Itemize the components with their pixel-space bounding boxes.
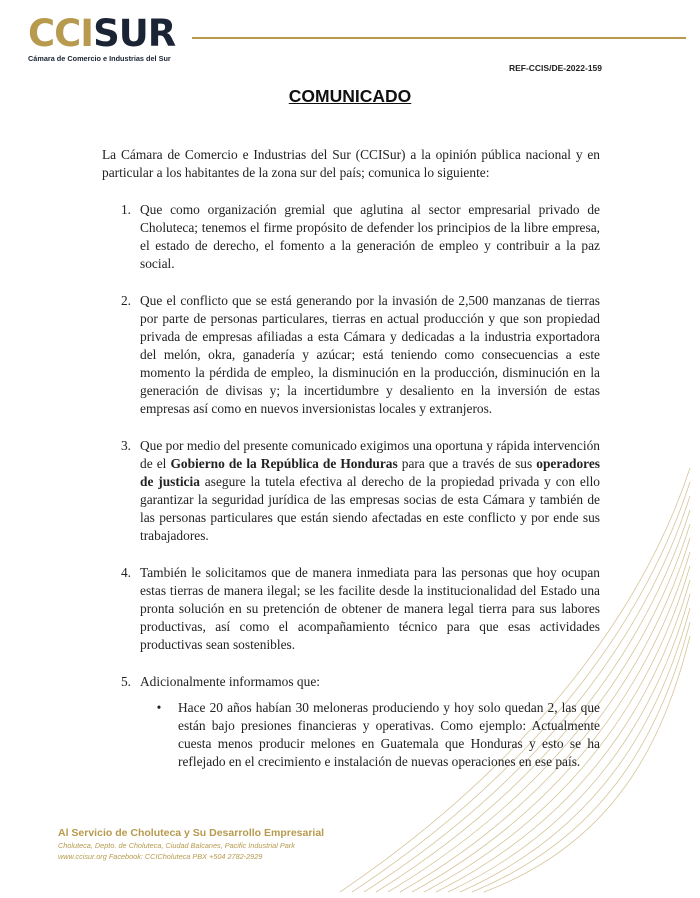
item-text: Que como organización gremial que aglutina al sector empresarial privado de Choluteca; tenemos el firme propósito de defender los principios de la libre empresa, el estado de derecho, el fomento a la generación de empleo y contribuir a la paz social. [140,202,600,271]
header-divider [192,37,686,39]
footer-address: Choluteca, Depto. de Choluteca, Ciudad Balcanes, Pacific Industrial Park [58,841,295,850]
item-number: 1. [120,202,131,217]
footer-slogan: Al Servicio de Choluteca y Su Desarrollo Empresarial [58,827,325,839]
item-number: 4. [120,565,131,580]
item-text: Adicionalmente informamos que: [140,674,320,689]
list-item [102,564,600,654]
logo-subtitle: Cámara de Comercio e Industrias del Sur [28,54,171,63]
item-content [140,673,600,771]
item-text: También le solicitamos que de manera inmediata para las personas que hoy ocupan estas tierras de manera ilegal; se les facilite desde la institucionalidad del Estado una pronta solución en su pretención de obtener de manera legal tierra para sus labores productivas, así como el acompañamiento técnico para que esas actividades productivas sean sostenibles. [140,565,600,652]
bullet-text: Hace 20 años habían 30 meloneras produciendo y hoy solo quedan 2, las que están bajo presiones financieras y operativas. Como ejemplo: Actualmente cuesta menos producir melones en Guatemala que Honduras y esto se ha reflejado en el crecimiento e instalación de nuevas operaciones en ese país. [178,700,600,769]
bullet-list [140,699,600,771]
footer-contact: www.ccisur.org Facebook: CCICholuteca PBX +504 2782-2929 [58,852,263,861]
item-text-part: Que por medio del presente comunicado exigimos una oportuna y rápida intervención de el [140,438,600,471]
item-text-part: asegure la tutela efectiva al derecho de la propiedad privada y con ello garantizar la seguridad jurídica de las empresas socias de esta Cámara y también de las personas particulares que están siendo afectadas en este conflicto y por ende sus trabajadores. [140,474,600,543]
document-body [102,146,600,790]
list-item [102,292,600,418]
bold-government: Gobierno de la República de Honduras [170,456,398,471]
bullet-dot: • [156,700,162,715]
footer [58,826,458,862]
cci-sur-logo [28,12,188,63]
item-number: 5. [120,674,131,689]
item-number: 3. [120,438,131,453]
list-item [102,437,600,545]
logo-sur: SUR [93,12,176,55]
reference-number: REF-CCIS/DE-2022-159 [508,63,602,73]
list-item [102,673,600,771]
numbered-list [102,201,600,771]
item-text-part: para que a través de sus [397,456,537,471]
intro-paragraph: La Cámara de Comercio e Industrias del Sur (CCISur) a la opinión pública nacional y en particular a los habitantes de la zona sur del país; comunica lo siguiente: [102,147,600,180]
bullet-item [140,699,600,771]
logo-wordmark [28,14,175,54]
item-text: Que el conflicto que se está generando por la invasión de 2,500 manzanas de tierras por parte de personas particulares, tierras en actual producción y que son propiedad privada de empresas afiliadas a esta Cámara y dedicadas a la industria exportadora del melón, okra, ganadería y azúcar; está teniendo como consecuencias a este momento la pérdida de empleo, la disminución en la producción, disminución en la generación de divisas y; la incertidumbre y desaliento en la inversión de estas empresas así como en nuevos inversionistas locales y extranjeros. [140,293,600,416]
bold-justice-operators: operadores de justicia [140,456,601,489]
list-item [102,201,600,273]
item-number: 2. [120,293,131,308]
document-title: COMUNICADO [288,86,412,106]
item-text [140,437,600,545]
logo-cci: CCI [28,12,94,55]
